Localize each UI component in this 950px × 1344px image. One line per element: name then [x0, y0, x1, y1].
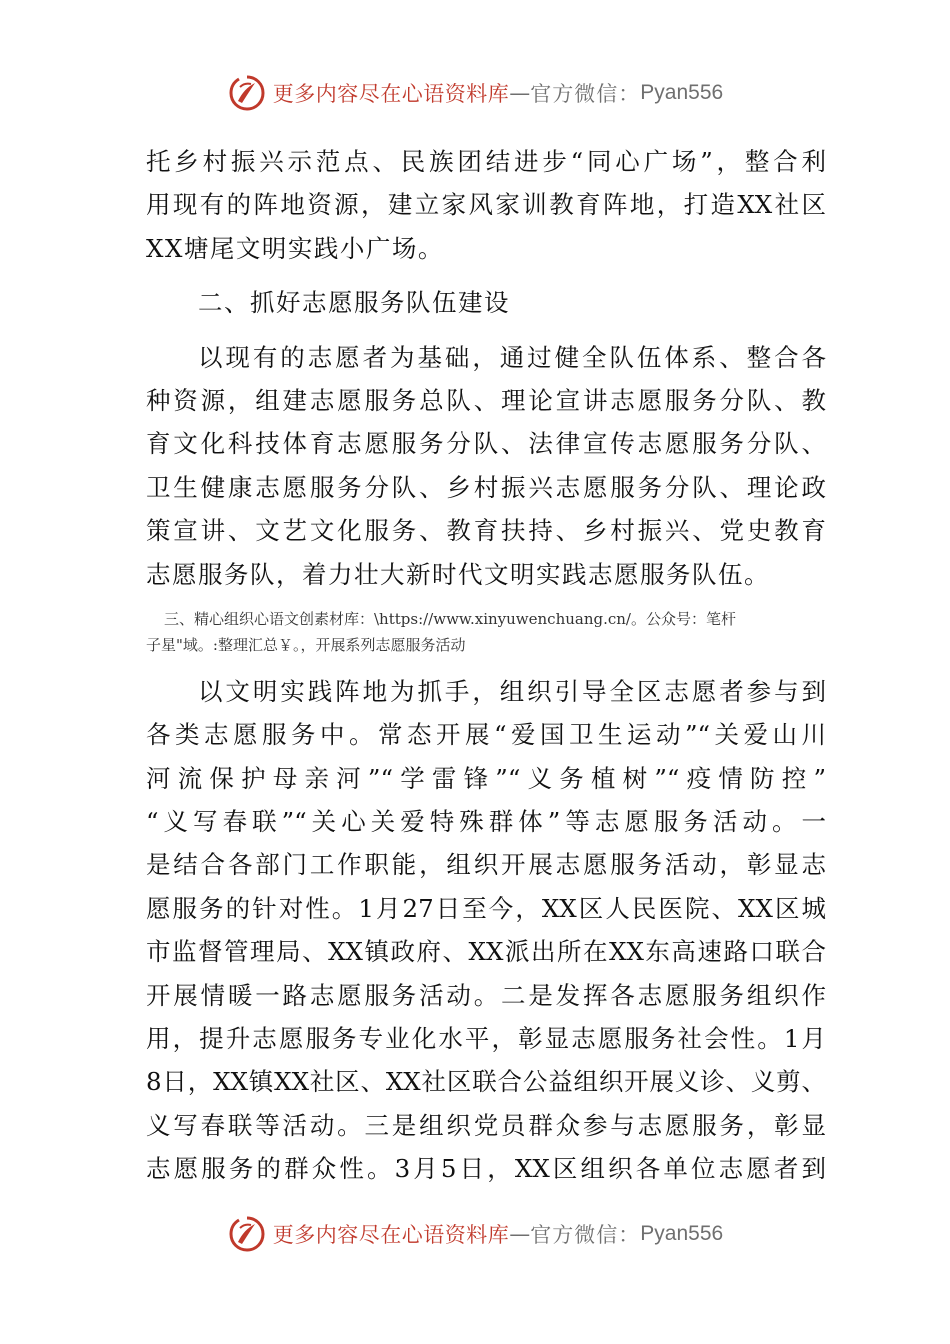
- section-heading: 二、抓好志愿服务队伍建设: [198, 288, 510, 318]
- banner-brand: 更多内容尽在心语资料库: [272, 82, 510, 106]
- note-line: 子星"域。:整理汇总￥。，开展系列志愿服务活动: [146, 635, 466, 654]
- text-line: 用现有的阵地资源，建立家风家训教育阵地，打造XX社区: [146, 190, 826, 220]
- text-line: 策宣讲、文艺文化服务、教育扶持、乡村振兴、党史教育: [146, 516, 826, 546]
- text-line: 以现有的志愿者为基础，通过健全队伍体系、整合各: [198, 342, 826, 372]
- banner-brand: 更多内容尽在心语资料库: [272, 1223, 510, 1247]
- paragraph-2: [146, 336, 826, 596]
- text-line: 志愿服务队，着力壮大新时代文明实践志愿服务队伍。: [146, 559, 770, 589]
- banner-wechat-label: 官方微信：: [530, 1223, 641, 1247]
- text-line: 愿服务的针对性。1月27日至今，XX区人民医院、XX区城: [146, 893, 826, 923]
- text-line: 志愿服务的群众性。3月5日，XX区组织各单位志愿者到: [146, 1154, 826, 1184]
- text-line: 河流保护母亲河”“学雷锋”“义务植树”“疫情防控”: [146, 763, 826, 793]
- note-line: 三、精心组织心语文创素材库：\https://www.xinyuwenchuang.cn/。公众号：笔杆: [164, 609, 736, 628]
- text-line: 义写春联等活动。三是组织党员群众参与志愿服务，彰显: [146, 1110, 826, 1140]
- footer-banner: [0, 1210, 950, 1258]
- banner-separator: —: [509, 1222, 531, 1246]
- text-line: 育文化科技体育志愿服务分队、法律宣传志愿服务分队、: [146, 429, 826, 459]
- paragraph-1: [146, 140, 826, 270]
- text-line: 各类志愿服务中。常态开展“爱国卫生运动”“关爱山川: [146, 720, 826, 750]
- header-banner: [0, 69, 950, 117]
- banner-wechat-label: 官方微信：: [530, 82, 641, 106]
- text-line: 托乡村振兴示范点、民族团结进步“同心广场”，整合利: [146, 147, 826, 176]
- banner-wechat-id: Pyan556: [640, 1222, 724, 1245]
- text-line: 开展情暖一路志愿服务活动。二是发挥各志愿服务组织作: [146, 980, 826, 1010]
- text-line: 种资源，组建志愿服务总队、理论宣讲志愿服务分队、教: [146, 385, 826, 415]
- document-body: [146, 140, 826, 1191]
- paragraph-3: [146, 670, 826, 1191]
- text-line: 市监督管理局、XX镇政府、XX派出所在XX东高速路口联合: [146, 937, 826, 967]
- text-line: XX塘尾文明实践小广场。: [146, 233, 444, 263]
- logo-icon: [227, 73, 267, 113]
- text-line: “义写春联”“关心关爱特殊群体”等志愿服务活动。一: [146, 807, 826, 837]
- text-line: 是结合各部门工作职能，组织开展志愿服务活动，彰显志: [146, 850, 826, 880]
- logo-icon: [227, 1214, 267, 1254]
- banner-separator: —: [509, 81, 531, 105]
- text-line: 卫生健康志愿服务分队、乡村振兴志愿服务分队、理论政: [146, 472, 826, 502]
- text-line: 用，提升志愿服务专业化水平，彰显志愿服务社会性。1月: [146, 1024, 826, 1054]
- banner-wechat-id: Pyan556: [640, 81, 724, 104]
- section-heading-note: [146, 606, 826, 658]
- text-line: 以文明实践阵地为抓手，组织引导全区志愿者参与到: [198, 676, 826, 706]
- text-line: 8日，XX镇XX社区、XX社区联合公益组织开展义诊、义剪、: [146, 1067, 826, 1097]
